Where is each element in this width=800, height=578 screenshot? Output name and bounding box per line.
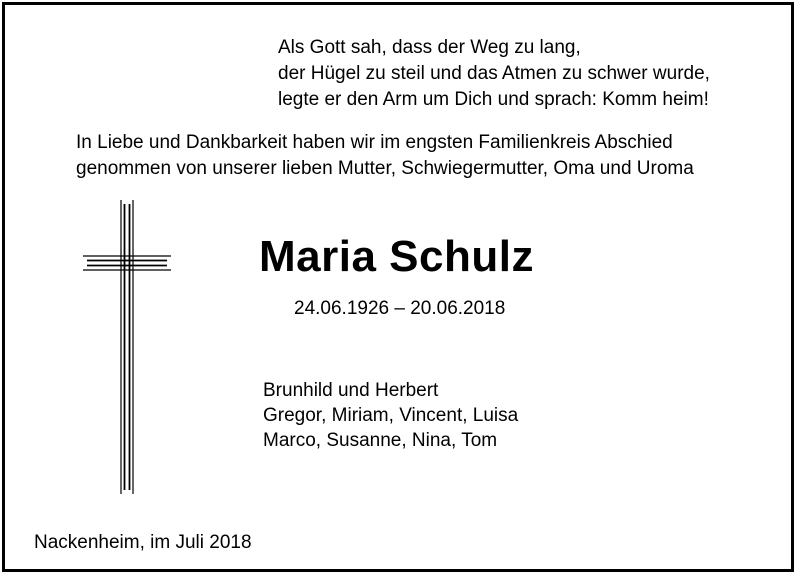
mourners-line: Brunhild und Herbert <box>263 380 439 401</box>
life-dates: 24.06.1926 – 20.06.2018 <box>294 298 506 319</box>
poem-line: Als Gott sah, dass der Weg zu lang, <box>278 37 581 58</box>
poem-verse <box>278 35 710 113</box>
place-and-date: Nackenheim, im Juli 2018 <box>34 532 252 553</box>
mourners-line: Gregor, Miriam, Vincent, Luisa <box>263 405 519 426</box>
poem-line: legte er den Arm um Dich und sprach: Komm heim! <box>278 89 709 110</box>
mourners-line: Marco, Susanne, Nina, Tom <box>263 430 498 451</box>
intro-text <box>76 130 694 182</box>
intro-line: In Liebe und Dankbarkeit haben wir im engsten Familienkreis Abschied <box>76 132 673 153</box>
poem-line: der Hügel zu steil und das Atmen zu schwer wurde, <box>278 63 710 84</box>
deceased-name: Maria Schulz <box>259 232 534 281</box>
intro-line: genommen von unserer lieben Mutter, Schwiegermutter, Oma und Uroma <box>76 158 694 179</box>
cross-icon <box>82 198 172 496</box>
mourners-list <box>263 378 518 453</box>
